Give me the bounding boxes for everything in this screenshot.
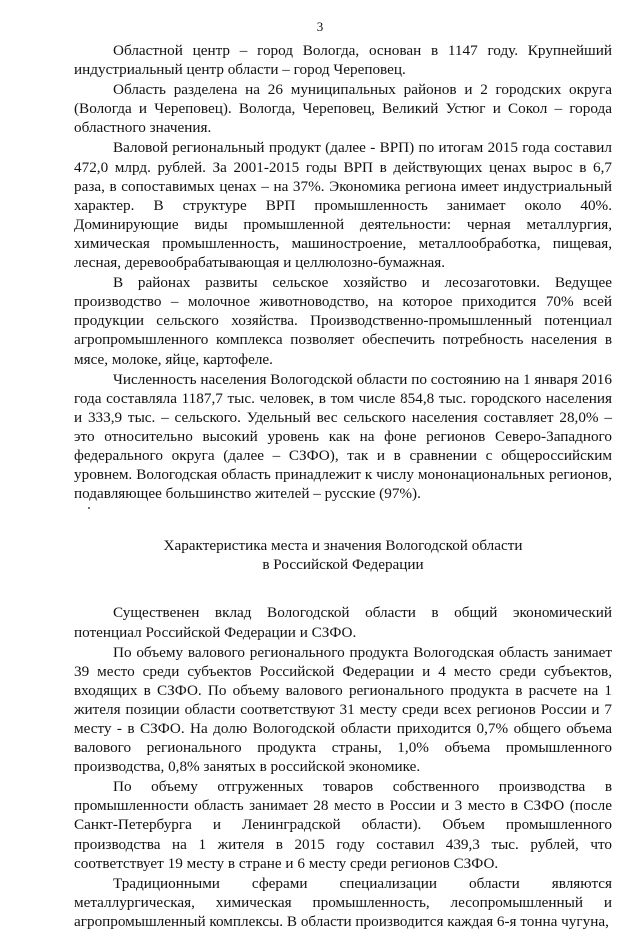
paragraph-grp-ranking: По объему валового регионального продукта Вологодская область занимает 39 место среди субъектов Российской Федерации и 4 место среди субъектов, входящих в СЗФО. По объему валового регионального продукта в расчете на 1 жителя позиции области соответствуют 31 месту среди всех регионов России и 7 месту - в СЗФО. На долю Вологодской области приходится 0,7% общего объема валового регионального продукта страны, 1,0% объема промышленного производства, 0,8% занятых в российской экономике. [74,643,612,776]
paragraph-municipal-division: Область разделена на 26 муниципальных районов и 2 городских округа (Вологда и Череповец). Вологда, Череповец, Великий Устюг и Сокол – города областного значения. [74,81,612,137]
section-heading-line-2: в Российской Федерации [262,556,424,574]
page-number: 3 [316,19,324,34]
section-heading-line-1: Характеристика места и значения Вологодской области [163,537,523,555]
document-body [74,41,612,931]
paragraph-population: Численность населения Вологодской области по состоянию на 1 января 2016 года составляла 1187,7 тыс. человек, в том числе 854,8 тыс. городского населения и 333,9 тыс. – сельского. Удельный вес сельского населения составляет 28,0% – это относительно высокий уровень как на фоне регионов Северо-Западного федерального округа (далее – СЗФО), так и в сравнении с общероссийским уровнем. Вологодская область принадлежит к числу мононациональных регионов, подавляющее большинство жителей – русские (97%). [74,370,612,503]
paragraph-industrial-output: По объему отгруженных товаров собственного производства в промышленности область занимает 28 место в России и 3 место в СЗФО (после Санкт-Петербурга и Ленинградской области). Объем промышленного производства на 1 жителя в 2015 году составил 439,3 тыс. рублей, что соответствует 19 месту в стране и 6 месту среди регионов СЗФО. [74,778,612,872]
section-heading [74,536,612,574]
paragraph-contribution: Существенен вклад Вологодской области в общий экономический потенциал Российской Федерации и СЗФО. [74,604,612,641]
paragraph-agriculture: В районах развиты сельское хозяйство и лесозаготовки. Ведущее производство – молочное животноводство, на которое приходится 70% всей продукции сельского хозяйства. Производственно-промышленный потенциал агропромышленного комплекса позволяет обеспечить потребность населения в мясе, молоке, яйце, картофеле. [74,274,612,368]
paragraph-grp: Валовой региональный продукт (далее - ВРП) по итогам 2015 года составил 472,0 млрд. рублей. За 2001-2015 годы ВРП в действующих ценах вырос в 6,7 раза, в сопоставимых ценах – на 37%. Экономика региона имеет индустриальный характер. В структуре ВРП промышленность занимает около 40%. Доминирующие виды промышленной деятельности: черная металлургия, химическая промышленность, машиностроение, металлообработка, пищевая, лесная, деревообрабатывающая и целлюлозно-бумажная. [74,139,612,272]
paragraph-regional-center: Областной центр – город Вологда, основан в 1147 году. Крупнейший индустриальный центр области – город Череповец. [74,42,612,79]
paragraph-specialization: Традиционными сферами специализации области являются металлургическая, химическая промышленность, лесопромышленный и агропромышленный комплексы. В области производится каждая 6-я тонна чугуна, [74,874,612,930]
